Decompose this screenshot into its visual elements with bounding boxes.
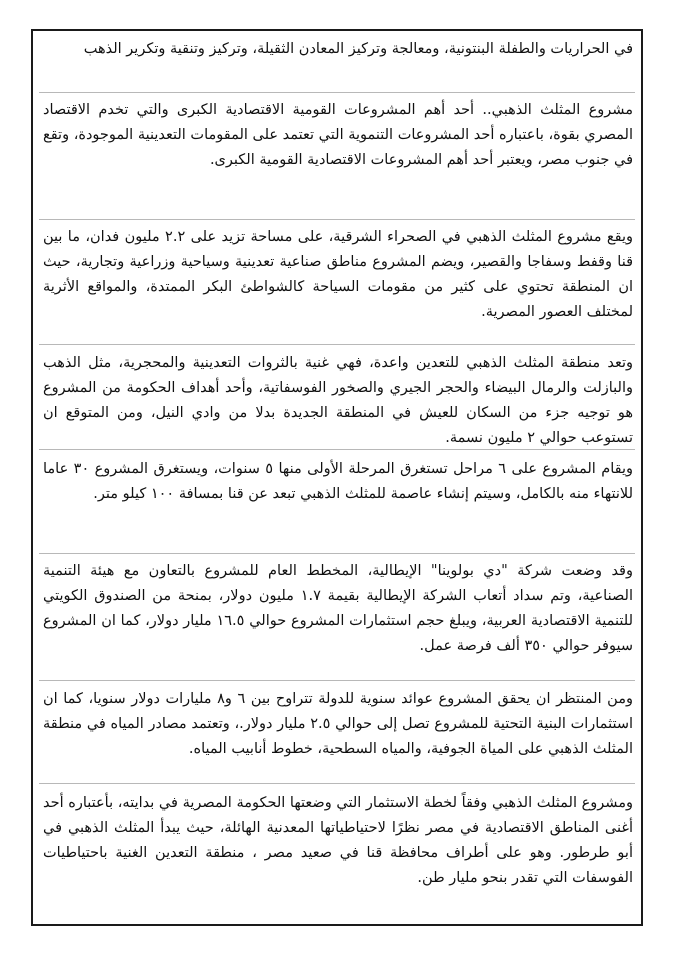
paragraph-divider (39, 344, 635, 345)
paragraph-divider (39, 553, 635, 554)
document-page (31, 29, 643, 926)
paragraph-6: وقد وضعت شركة "دي بولوينا" الإيطالية، المخطط العام للمشروع بالتعاون مع هيئة التنمية الصناعية، وتم سداد أتعاب الشركة الإيطالية بقيمة ١.٧ مليون دولار، بمنحة من الصندوق الكويتي للتنمية الاقتصادية العربية، ويبلغ حجم استثمارات المشروع حوالي ١٦.٥ مليار دولار، كما ان المشروع سيوفر حوالي ٣٥٠ ألف فرصة عمل. (43, 563, 633, 654)
paragraph-4: وتعد منطقة المثلث الذهبي للتعدين واعدة، فهي غنية بالثروات التعدينية والمحجرية، مثل الذهب والبازلت والرمال البيضاء والحجر الجيري والصخور الفوسفاتية، وأحد أهداف الحكومة من المشروع هو توجيه جزء من السكان للعيش في المنطقة الجديدة بدلا من وادي النيل، ومن المتوقع ان تستوعب حوالي ٢ مليون نسمة. (43, 355, 633, 446)
paragraph-2: مشروع المثلث الذهبي.. أحد أهم المشروعات القومية الاقتصادية الكبرى والتي تخدم الاقتصاد المصري بقوة، باعتباره أحد المشروعات التنموية التي تعتمد على المقومات التعدينية الموجودة، وتقع في جنوب مصر، ويعتبر أحد أهم المشروعات الاقتصادية القومية الكبرى. (43, 102, 633, 168)
paragraph-8: ومشروع المثلث الذهبي وفقاً لخطة الاستثمار التي وضعتها الحكومة المصرية في بدايته، بأعتباره أحد أغنى المناطق الاقتصادية في مصر نظرًا لاحتياطياتها المعدنية الهائلة، حيث يبدأ المثلث الذهبي في أبو طرطور. وهو على أطراف محافظة قنا في صعيد مصر ، منطقة التعدين الغنية باحتياطيات الفوسفات التي تقدر بنحو مليار طن. (43, 795, 633, 886)
paragraph-divider (39, 449, 635, 450)
paragraph-3: ويقع مشروع المثلث الذهبي في الصحراء الشرقية، على مساحة تزيد على ٢.٢ مليون فدان، ما بين قنا وقفط وسفاجا والقصير، ويضم المشروع مناطق صناعية تعدينية وسياحية وزراعية وتجارية، حيث ان المنطقة تحتوي على كثير من مقومات السياحة كالشواطئ البكر الممتدة، والمواقع الأثرية لمختلف العصور المصرية. (43, 229, 633, 320)
paragraph-divider (39, 680, 635, 681)
paragraph-1: في الحراريات والطفلة البنتونية، ومعالجة وتركيز المعادن الثقيلة، وتركيز وتنقية وتكرير الذهب (83, 41, 633, 57)
paragraph-divider (39, 92, 635, 93)
paragraph-7: ومن المنتظر ان يحقق المشروع عوائد سنوية للدولة تتراوح بين ٦ و٨ مليارات دولار سنويا، كما ان استثمارات البنية التحتية للمشروع تصل إلى حوالي ٢.٥ مليار دولار.، وتعتمد مصادر المياه في منطقة المثلث الذهبي على المياة الجوفية، والمياه السطحية، خطوط أنابيب المياه. (43, 691, 633, 757)
paragraph-divider (39, 783, 635, 784)
paragraph-5: ويقام المشروع على ٦ مراحل تستغرق المرحلة الأولى منها ٥ سنوات، ويستغرق المشروع ٣٠ عاما للانتهاء منه بالكامل، وسيتم إنشاء عاصمة للمثلث الذهبي تبعد عن قنا بمسافة ١٠٠ كيلو متر. (43, 461, 633, 502)
paragraph-divider (39, 219, 635, 220)
